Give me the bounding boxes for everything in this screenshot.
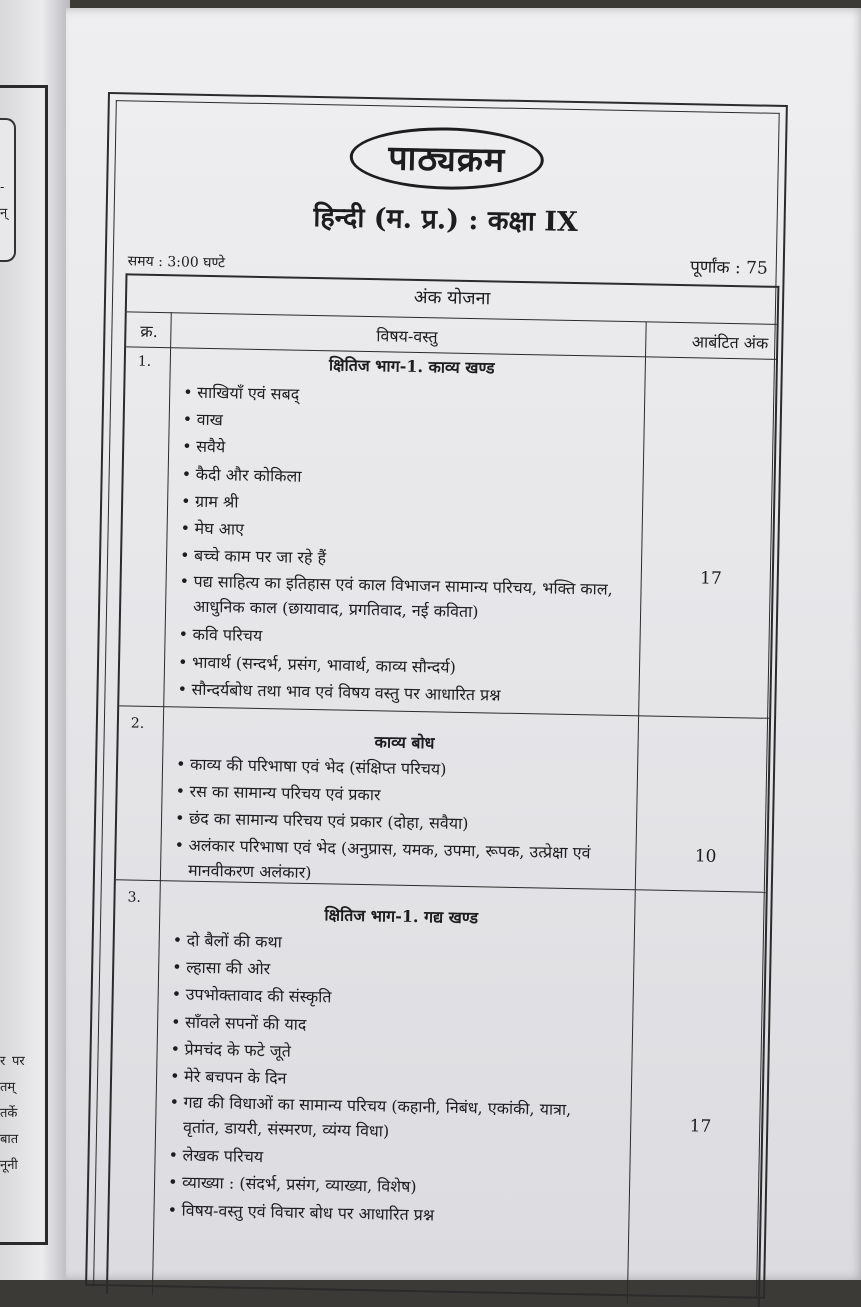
- exam-time: समय : 3:00 घण्टे: [127, 253, 226, 272]
- list-item: • व्याख्या : (संदर्भ, प्रसंग, व्याख्या, विशेष): [168, 1169, 608, 1205]
- list-item: • अलंकार परिभाषा एवं भेद (अनुप्रास, यमक, उपमा, रूपक, उत्प्रेक्षा एवं मानवीकरण अलंकार): [174, 832, 615, 892]
- list-item: • दो बैलों की कथा: [172, 926, 612, 962]
- left-fragment: न्: [0, 206, 8, 221]
- page-title: पाठ्यक्रम: [349, 126, 545, 192]
- column-divider: [627, 321, 647, 1304]
- item-list: [167, 926, 613, 1231]
- list-item: • ग्राम श्री: [181, 487, 621, 523]
- list-item: • लेखक परिचय: [168, 1142, 608, 1178]
- left-fragment: बात: [0, 1132, 19, 1147]
- page-subtitle: हिन्दी (म. प्र.) : कक्षा IX: [313, 201, 579, 239]
- left-page: [0, 0, 70, 1280]
- syllabus-frame: [85, 92, 788, 1299]
- col-content: विषय-वस्तु: [376, 326, 438, 347]
- list-item: • प्रेमचंद के फटे जूते: [170, 1035, 610, 1071]
- table-caption: अंक योजना: [127, 275, 778, 324]
- list-item: • सौन्दर्यबोध तथा भाव एवं विषय वस्तु पर आधारित प्रश्न: [177, 675, 617, 711]
- list-item: • साखियाँ एवं सबद्: [183, 379, 623, 415]
- list-item: • ल्हासा की ओर: [172, 954, 612, 990]
- list-item: • वाख: [182, 406, 622, 442]
- list-item: • काव्य की परिभाषा एवं भेद (संक्षिप्त परिचय): [176, 750, 616, 786]
- item-list: [174, 750, 616, 892]
- syllabus-inner-frame: [93, 100, 780, 1297]
- list-item: • मेरे बचपन के दिन: [170, 1062, 610, 1098]
- col-serial: क्र.: [140, 321, 158, 341]
- list-item: • छंद का सामान्य परिचय एवं प्रकार (दोहा, सवैया): [175, 805, 615, 841]
- list-item: • सवैये: [182, 433, 622, 469]
- list-item: • कैदी और कोकिला: [181, 460, 621, 496]
- section-title: काव्य बोध: [374, 732, 435, 753]
- row-marks: 10: [694, 846, 717, 867]
- list-item: • पद्य साहित्य का इतिहास एवं काल विभाजन सामान्य परिचय, भक्ति काल, आधुनिक काल (छायावाद, प्रगतिवाद, नई कविता): [179, 569, 620, 629]
- left-fragment: -: [0, 180, 5, 195]
- title-wrap: [115, 121, 778, 196]
- total-marks: पूर्णांक : 75: [689, 257, 768, 279]
- list-item: • मेघ आए: [180, 514, 620, 550]
- left-fragment: नूनी: [0, 1158, 18, 1173]
- list-item: • भावार्थ (सन्दर्भ, प्रसंग, भावार्थ, काव्य सौन्दर्य): [178, 648, 618, 684]
- section-title: क्षितिज भाग-1. काव्य खण्ड: [328, 355, 495, 378]
- row-marks: 17: [699, 568, 722, 589]
- list-item: • रस का सामान्य परिचय एवं प्रकार: [175, 778, 615, 814]
- row-serial: 1.: [137, 353, 152, 370]
- list-item: • गद्य की विधाओं का सामान्य परिचय (कहानी, निबंध, एकांकी, यात्रा, वृतांत, डायरी, संस्मरण, व्यंग्य विधा): [169, 1090, 610, 1150]
- left-fragment: पर: [12, 1054, 25, 1069]
- list-item: • बच्चे काम पर जा रहे हैं: [180, 542, 620, 578]
- section-title: क्षितिज भाग-1. गद्य खण्ड: [324, 905, 479, 928]
- left-fragment: तम्: [0, 1080, 16, 1095]
- col-marks: आबंटित अंक: [691, 332, 769, 353]
- item-list: [177, 379, 623, 711]
- list-item: • साँवले सपनों की याद: [171, 1008, 611, 1044]
- left-fragment: र: [0, 1054, 6, 1069]
- row-serial: 3.: [127, 889, 142, 906]
- list-item: • उपभोक्तावाद की संस्कृति: [171, 981, 611, 1017]
- row-serial: 2.: [130, 715, 145, 732]
- left-fragment: तर्के: [0, 1106, 18, 1121]
- list-item: • विषय-वस्तु एवं विचार बोध पर आधारित प्रश्न: [167, 1196, 607, 1232]
- row-marks: 17: [689, 1116, 712, 1137]
- list-item: • कवि परिचय: [178, 621, 618, 657]
- marks-scheme-table: [106, 273, 779, 1306]
